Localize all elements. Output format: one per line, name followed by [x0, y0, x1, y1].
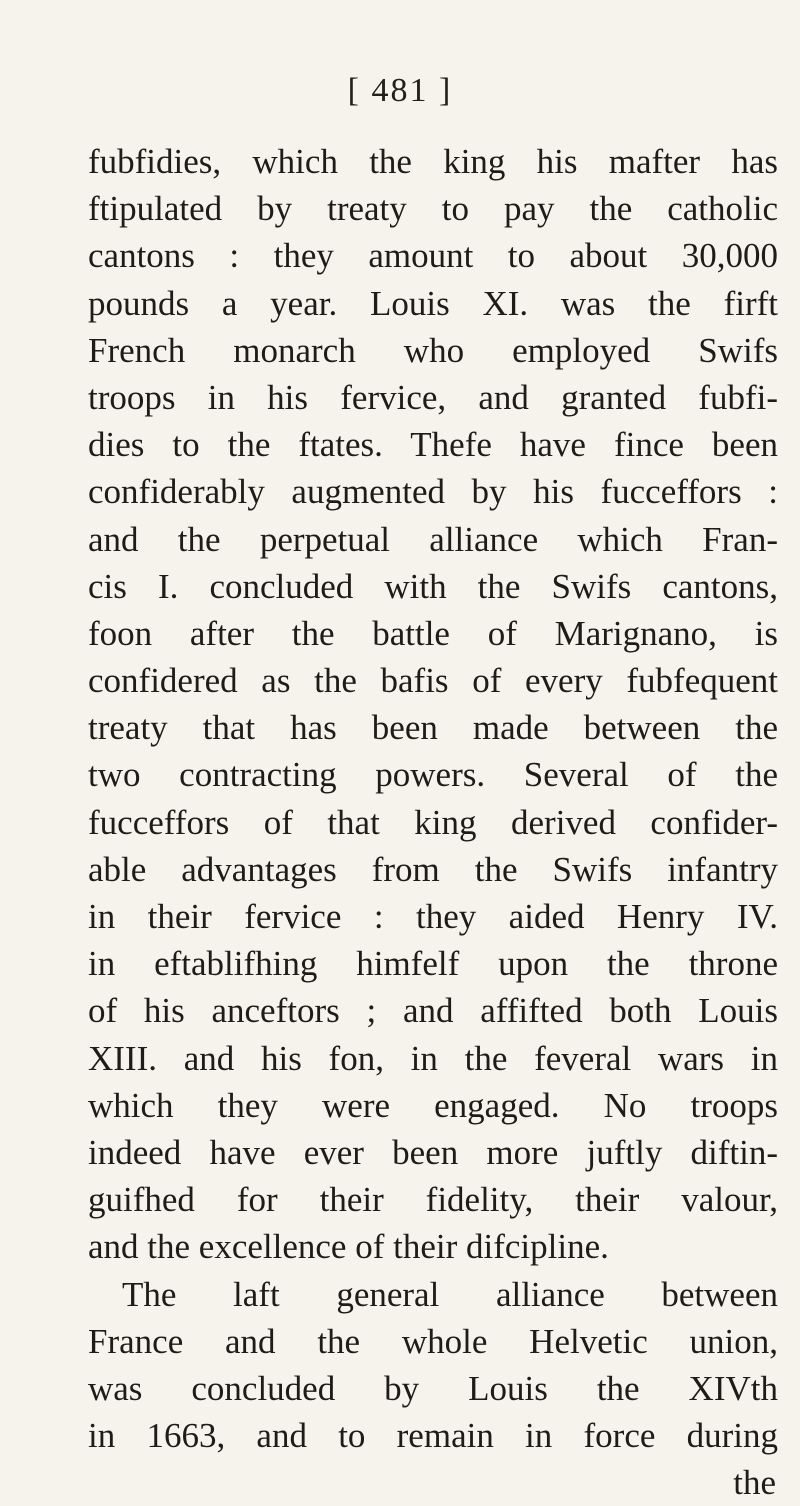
text-line: in 1663, and to remain in force during [88, 1416, 778, 1456]
text-line: France and the whole Helvetic union, [88, 1321, 778, 1361]
text-line: cis I. concluded with the Swifs cantons, [88, 566, 778, 606]
body-text [88, 138, 778, 1506]
text-line: pounds a year. Louis XI. was the firft [88, 283, 778, 323]
text-line: in eftablifhing himfelf upon the throne [88, 944, 778, 984]
text-line: able advantages from the Swifs infantry [88, 849, 778, 889]
text-line: which they were engaged. No troops [88, 1085, 778, 1125]
text-line: ftipulated by treaty to pay the catholic [88, 189, 778, 229]
text-line: guifhed for their fidelity, their valour, [88, 1180, 778, 1220]
text-line: dies to the ftates. Thefe have fince been [88, 425, 778, 465]
text-line: two contracting powers. Several of the [88, 755, 778, 795]
text-line: in their fervice : they aided Henry IV. [88, 897, 778, 936]
text-line: fubfidies, which the king his mafter has [88, 142, 778, 181]
text-line: foon after the battle of Marignano, is [88, 613, 778, 653]
text-line: French monarch who employed Swifs [88, 330, 778, 370]
page-number: [ 481 ] [347, 72, 453, 109]
text-line: of his anceftors ; and affifted both Louis [88, 991, 778, 1031]
text-line: was concluded by Louis the XIVth [88, 1368, 778, 1408]
text-line: confidered as the bafis of every fubfequent [88, 661, 778, 701]
text-line: fucceffors of that king derived confider- [88, 802, 778, 842]
paragraph-start-line: The laft general alliance between [122, 1274, 778, 1314]
catchword: the [733, 1463, 776, 1503]
text-line: indeed have ever been more juftly diftin- [88, 1132, 778, 1172]
text-line: treaty that has been made between the [88, 708, 778, 748]
text-line: troops in his fervice, and granted fubfi- [88, 377, 778, 417]
text-line: XIII. and his fon, in the feveral wars in [88, 1038, 778, 1078]
text-line: confiderably augmented by his fucceffors : [88, 472, 778, 512]
text-line: cantons : they amount to about 30,000 [88, 236, 778, 276]
text-line: and the excellence of their difcipline. [88, 1227, 609, 1267]
text-line: and the perpetual alliance which Fran- [88, 519, 778, 559]
